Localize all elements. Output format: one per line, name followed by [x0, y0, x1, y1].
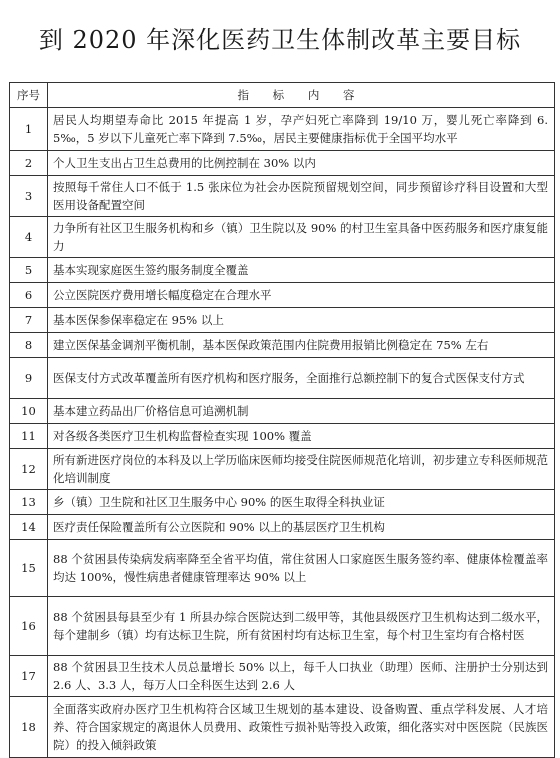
- row-number: 15: [10, 540, 48, 597]
- goals-table: [9, 82, 555, 758]
- page-title: 到 2020 年深化医药卫生体制改革主要目标: [38, 26, 522, 54]
- table-row: [10, 697, 555, 758]
- row-content: 全面落实政府办医疗卫生机构符合区域卫生规划的基本建设、设备购置、重点学科发展、人才培养、符合国家规定的离退休人员费用、政策性亏损补贴等投入政策，细化落实对中医医院（民族医院）的投入倾斜政策: [48, 697, 555, 758]
- table-row: [10, 490, 555, 515]
- table-row: [10, 258, 555, 283]
- table-row: [10, 217, 555, 258]
- row-number: 12: [10, 449, 48, 490]
- row-content: 医疗责任保险覆盖所有公立医院和 90% 以上的基层医疗卫生机构: [48, 515, 555, 540]
- row-content: 力争所有社区卫生服务机构和乡（镇）卫生院以及 90% 的村卫生室具备中医药服务和医疗康复能力: [48, 217, 555, 258]
- table-row: [10, 656, 555, 697]
- row-content: 88 个贫困县卫生技术人员总量增长 50% 以上，每千人口执业（助理）医师、注册护士分别达到 2.6 人、3.3 人，每万人口全科医生达到 2.6 人: [48, 656, 555, 697]
- table-row: [10, 399, 555, 424]
- row-content: 所有新进医疗岗位的本科及以上学历临床医师均接受住院医师规范化培训，初步建立专科医师规范化培训制度: [48, 449, 555, 490]
- row-number: 7: [10, 308, 48, 333]
- row-number: 11: [10, 424, 48, 449]
- row-content: 居民人均期望寿命比 2015 年提高 1 岁，孕产妇死亡率降到 19/10 万，婴儿死亡率降到 6.5‰，5 岁以下儿童死亡率下降到 7.5‰，居民主要健康指标优于全国平均水平: [48, 108, 555, 151]
- row-content: 个人卫生支出占卫生总费用的比例控制在 30% 以内: [48, 151, 555, 176]
- row-number: 2: [10, 151, 48, 176]
- row-number: 8: [10, 333, 48, 358]
- row-number: 1: [10, 108, 48, 151]
- table-row: [10, 176, 555, 217]
- table-row: [10, 308, 555, 333]
- table-row: [10, 108, 555, 151]
- row-content: 对各级各类医疗卫生机构监督检查实现 100% 覆盖: [48, 424, 555, 449]
- row-number: 5: [10, 258, 48, 283]
- table-row: [10, 283, 555, 308]
- table-row: [10, 358, 555, 399]
- row-content: 公立医院医疗费用增长幅度稳定在合理水平: [48, 283, 555, 308]
- row-number: 16: [10, 597, 48, 656]
- row-content: 医保支付方式改革覆盖所有医疗机构和医疗服务，全面推行总额控制下的复合式医保支付方式: [48, 358, 555, 399]
- row-content: 88 个贫困县传染病发病率降至全省平均值，常住贫困人口家庭医生服务签约率、健康体检覆盖率均达 100%，慢性病患者健康管理率达 90% 以上: [48, 540, 555, 597]
- row-content: 基本医保参保率稳定在 95% 以上: [48, 308, 555, 333]
- row-number: 4: [10, 217, 48, 258]
- row-content: 88 个贫困县每县至少有 1 所县办综合医院达到二级甲等，其他县级医疗卫生机构达到二级水平，每个建制乡（镇）均有达标卫生院，所有贫困村均有达标卫生室，每个村卫生室均有合格村医: [48, 597, 555, 656]
- row-number: 17: [10, 656, 48, 697]
- row-content: 乡（镇）卫生院和社区卫生服务中心 90% 的医生取得全科执业证: [48, 490, 555, 515]
- table-row: [10, 151, 555, 176]
- row-content: 按照每千常住人口不低于 1.5 张床位为社会办医院预留规划空间，同步预留诊疗科目设置和大型医用设备配置空间: [48, 176, 555, 217]
- header-serial-number: 序号: [10, 83, 48, 108]
- row-content: 建立医保基金调剂平衡机制，基本医保政策范围内住院费用报销比例稳定在 75% 左右: [48, 333, 555, 358]
- table-row: [10, 333, 555, 358]
- row-number: 18: [10, 697, 48, 758]
- row-content: 基本实现家庭医生签约服务制度全覆盖: [48, 258, 555, 283]
- row-number: 10: [10, 399, 48, 424]
- row-number: 13: [10, 490, 48, 515]
- row-number: 6: [10, 283, 48, 308]
- row-content: 基本建立药品出厂价格信息可追溯机制: [48, 399, 555, 424]
- table-row: [10, 540, 555, 597]
- table-row: [10, 515, 555, 540]
- row-number: 14: [10, 515, 48, 540]
- row-number: 9: [10, 358, 48, 399]
- table-header-row: [10, 83, 555, 108]
- table-row: [10, 597, 555, 656]
- row-number: 3: [10, 176, 48, 217]
- header-indicator-content: 指 标 内 容: [48, 83, 555, 108]
- table-row: [10, 449, 555, 490]
- table-row: [10, 424, 555, 449]
